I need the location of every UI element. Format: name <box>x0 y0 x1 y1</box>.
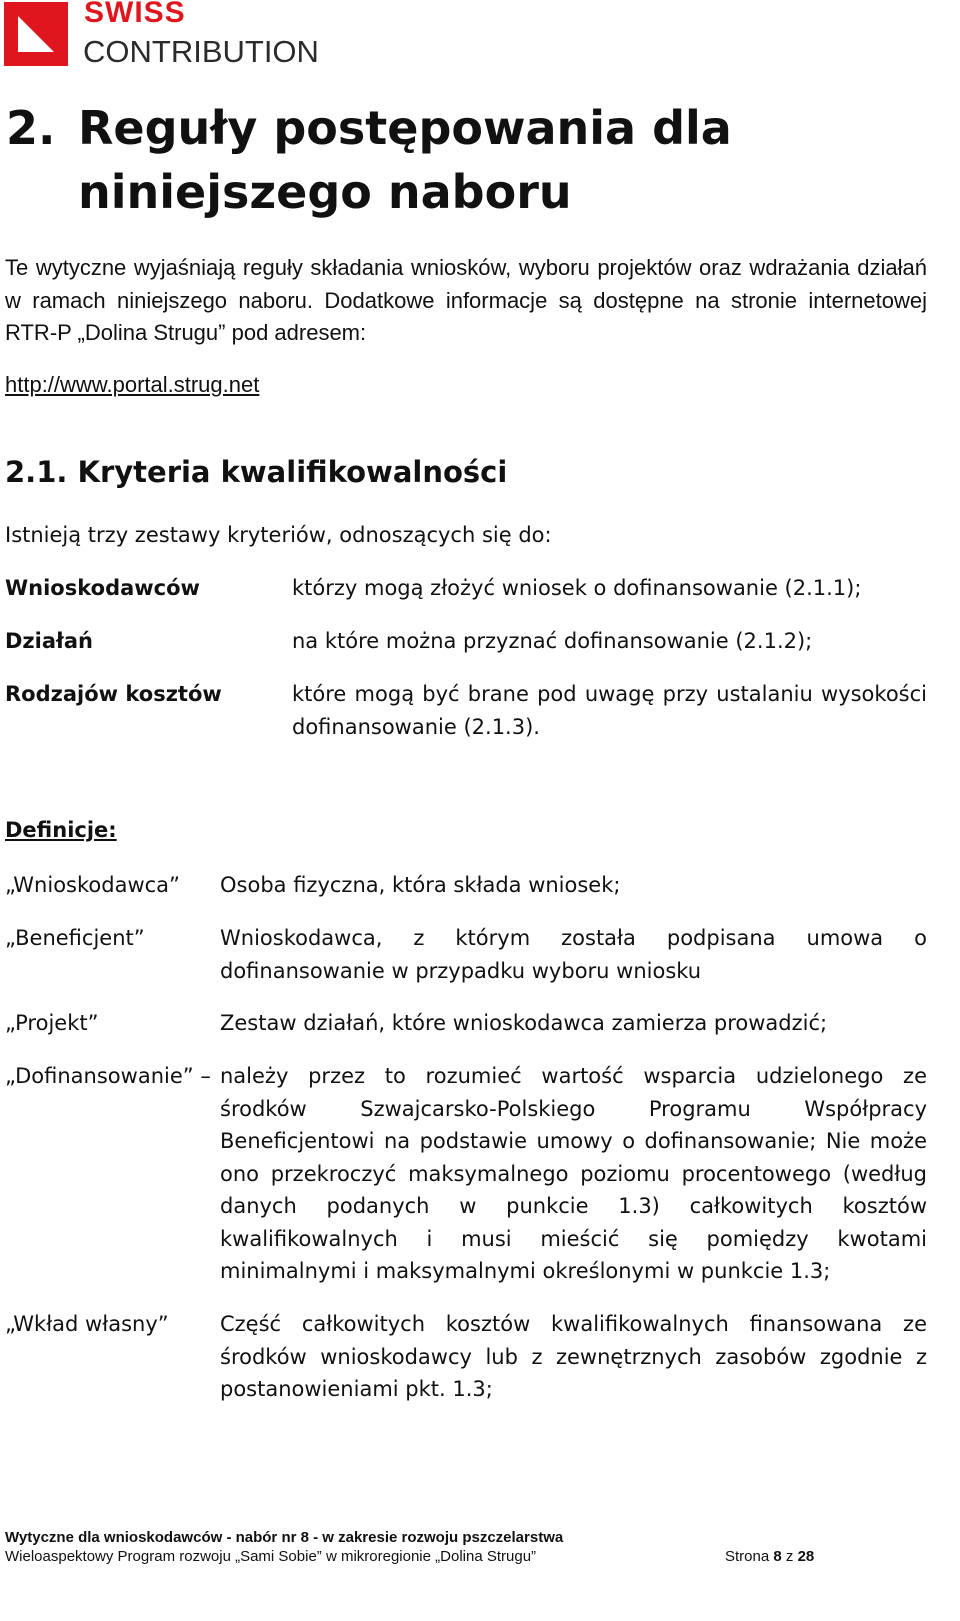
page-footer <box>5 1528 935 1566</box>
page-number <box>725 1547 814 1566</box>
definition-text: Część całkowitych kosztów kwalifikowalnych finansowana ze środków wnioskodawcy lub z zewnętrznych zasobów zgodnie z postanowieniami pkt. 1.3; <box>220 1312 927 1401</box>
definition-text: Wnioskodawca, z którym została podpisana umowa o dofinansowanie w przypadku wyboru wniosku <box>220 926 927 983</box>
logo-text-swiss: SWISS <box>84 0 186 29</box>
intro-text-part1: Te wytyczne wyjaśniają reguły składania wniosków, wyboru projektów oraz wdrażania działań w ramach niniejszego naboru. <box>5 255 927 313</box>
definition-term: „Wnioskodawca” <box>5 873 180 897</box>
footer-title: Wytyczne dla wnioskodawców - nabór nr 8 - w zakresie rozwoju pszczelarstwa <box>5 1529 564 1546</box>
definition-text: Osoba fizyczna, która składa wniosek; <box>220 873 621 897</box>
intro-paragraph <box>5 252 927 350</box>
portal-link[interactable]: http://www.portal.strug.net <box>5 372 260 397</box>
footer-program-text: Wieloaspektowy Program rozwoju „Sami Sobie” w mikroregionie „Dolina Strugu” <box>5 1548 537 1565</box>
definition-term: „Wkład własny” <box>5 1312 169 1336</box>
definition-term: „Beneficjent” <box>5 926 145 950</box>
criteria-text: które mogą być brane pod uwagę przy ustalaniu wysokości dofinansowanie (2.1.3). <box>292 682 927 739</box>
page-prefix: Strona <box>725 1548 770 1565</box>
criteria-label: Rodzajów kosztów <box>5 682 222 706</box>
section-lead: Istnieją trzy zestawy kryteriów, odnoszących się do: <box>5 523 552 547</box>
criteria-text: na które można przyznać dofinansowanie (2.1.2); <box>292 629 813 653</box>
intro-text-part2: Dodatkowe informacje są dostępne na stronie internetowej RTR-P „Dolina Strugu” pod adresem: <box>5 287 927 345</box>
heading-number: 2. <box>6 101 56 155</box>
definition-term: „Projekt” <box>5 1011 99 1035</box>
definitions-heading: Definicje: <box>5 818 117 842</box>
definition-text: należy przez to rozumieć wartość wsparcia udzielonego ze środków Szwajcarsko-Polskiego Programu Współpracy Beneficjentowi na podstawie umowy o dofinansowanie; Nie może ono przekroczyć maksymalnego poziomu procentowego (według danych podanych w punkcie 1.3) całkowitych kosztów kwalifikowalnych i musi mieścić się pomiędzy kwotami minimalnymi i maksymalnymi określonymi w punkcie 1.3; <box>220 1064 927 1283</box>
section-heading: 2.1. Kryteria kwalifikowalności <box>5 455 508 489</box>
criteria-label: Działań <box>5 629 93 653</box>
definition-text: Zestaw działań, które wnioskodawca zamierza prowadzić; <box>220 1011 828 1035</box>
criteria-label: Wnioskodawców <box>5 576 200 600</box>
page-total: 28 <box>797 1548 815 1565</box>
criteria-text: którzy mogą złożyć wniosek o dofinansowanie (2.1.1); <box>292 576 862 600</box>
page-separator: z <box>785 1548 794 1565</box>
logo-text-contribution: CONTRIBUTION <box>83 34 319 69</box>
footer-program <box>5 1547 935 1566</box>
swiss-cross-flag-icon <box>4 2 68 66</box>
page-current: 8 <box>773 1548 782 1565</box>
definition-term: „Dofinansowanie” – <box>5 1064 211 1088</box>
heading-title: Reguły postępowania dla niniejszego naboru <box>78 101 732 219</box>
